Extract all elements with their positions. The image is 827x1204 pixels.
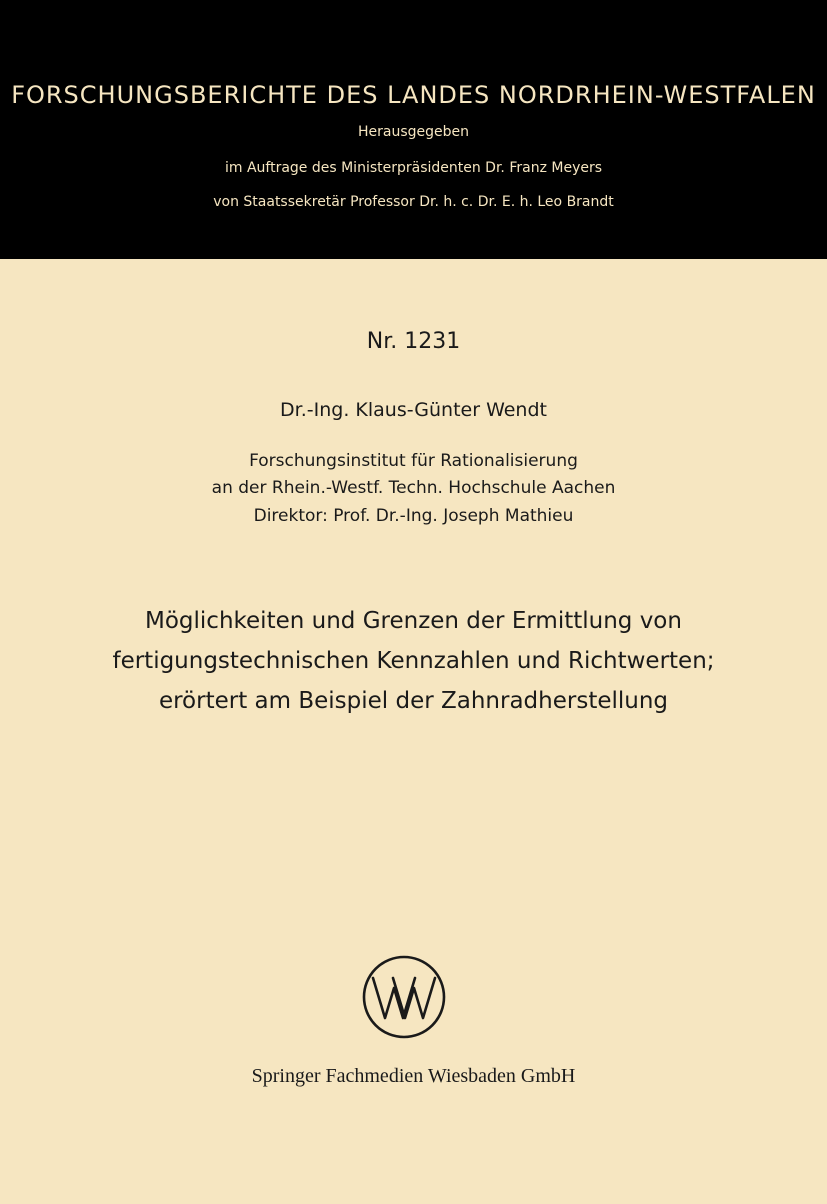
report-number: Nr. 1231 [366,329,461,354]
publisher-name: Springer Fachmedien Wiesbaden GmbH [251,1065,576,1087]
ww-publisher-logo-icon [361,954,447,1040]
series-header-band [0,0,827,259]
report-title-line: erörtert am Beispiel der Zahnradherstellung [158,688,669,714]
author-name: Dr.-Ing. Klaus-Günter Wendt [280,399,547,421]
institute-line: Forschungsinstitut für Rationalisierung [249,451,578,471]
report-title-line: fertigungstechnischen Kennzahlen und Richtwerten; [112,648,715,674]
report-title-line: Möglichkeiten und Grenzen der Ermittlung von [145,608,682,634]
editor-note: Herausgegeben [357,124,469,140]
institute-director-line: Direktor: Prof. Dr.-Ing. Joseph Mathieu [253,506,574,526]
secretary-line: von Staatssekretär Professor Dr. h. c. Dr. E. h. Leo Brandt [213,194,614,210]
series-title: FORSCHUNGSBERICHTE DES LANDES NORDRHEIN-WESTFALEN [11,81,816,109]
institute-line: an der Rhein.-Westf. Techn. Hochschule Aachen [211,478,616,498]
commission-line: im Auftrage des Ministerpräsidenten Dr. Franz Meyers [224,160,603,176]
